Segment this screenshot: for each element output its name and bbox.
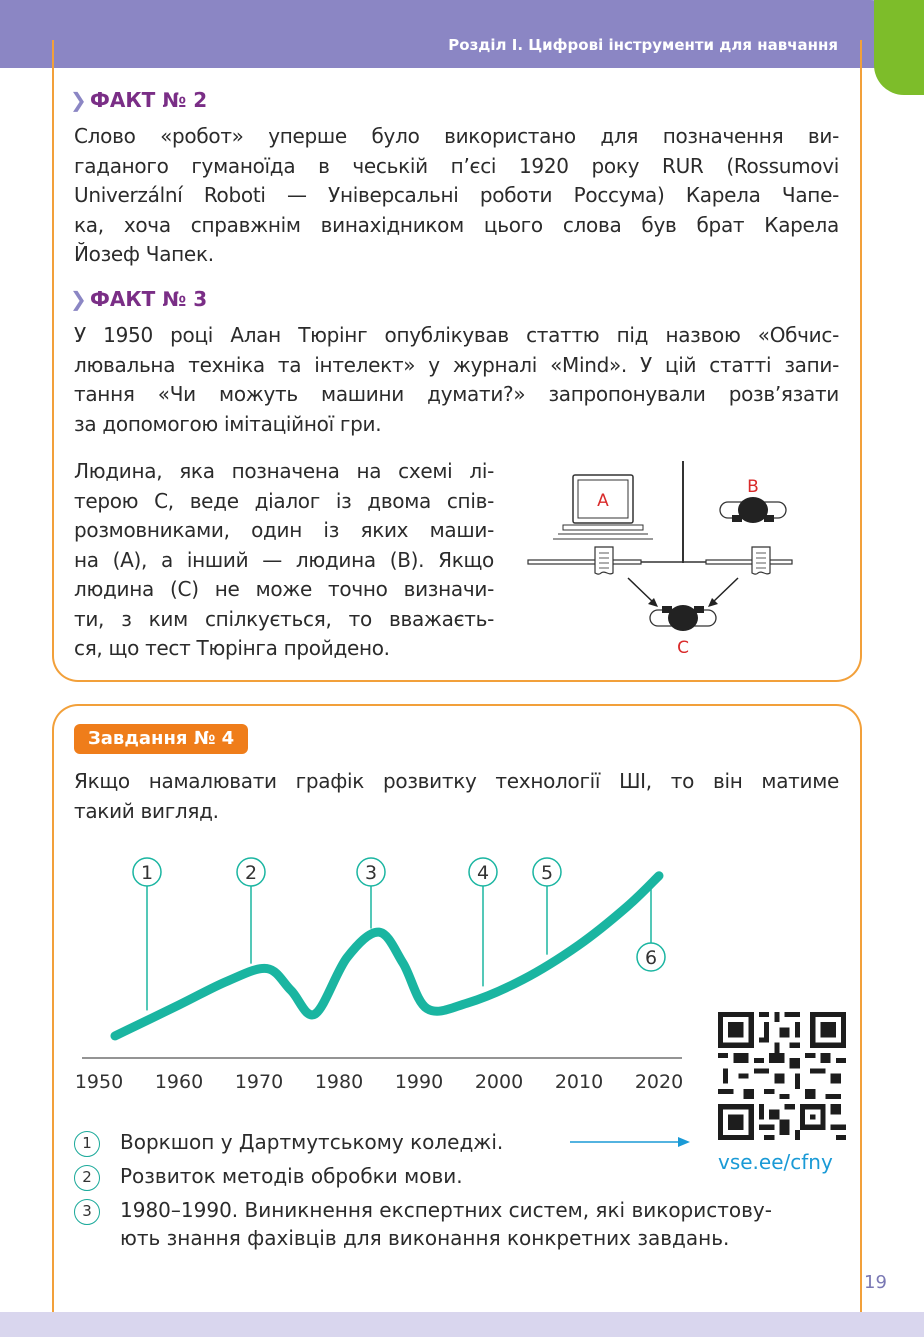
legend-number: 3 xyxy=(74,1199,100,1225)
fact2-line: Йозеф Чапек. xyxy=(74,242,214,266)
marker-label: 4 xyxy=(476,862,490,884)
fact3-line: У 1950 році Алан Тюрінг опублікував статтю під назвою «Обчис- xyxy=(74,323,839,347)
qr-link[interactable]: vse.ee/cfny xyxy=(718,1150,833,1174)
x-tick-label: 1990 xyxy=(394,1071,444,1093)
fact3-line: лювальна техніка та інтелект» у журналі «Mind». У цій статті запи- xyxy=(74,352,839,377)
task-badge: Завдання № 4 xyxy=(74,724,248,754)
person-b-icon xyxy=(720,497,786,523)
turing-line: ти, з ким спілкується, то вважаєть- xyxy=(74,606,494,631)
x-tick-label: 2010 xyxy=(554,1071,604,1093)
turing-line: терою С, веде діалог із двома спів- xyxy=(74,488,494,513)
marker-label: 6 xyxy=(644,947,658,969)
turing-line: Людина, яка позначена на схемі лі- xyxy=(74,459,494,483)
x-tick-label: 1960 xyxy=(154,1071,204,1093)
arrow-right-icon xyxy=(568,1132,698,1152)
x-tick-label: 1970 xyxy=(234,1071,284,1093)
turing-line: людина (С) не може точно визначи- xyxy=(74,577,494,601)
ai-timeline-chart xyxy=(70,845,700,1095)
task-intro-line: Якщо намалювати графік розвитку технології ШІ, то він матиме xyxy=(74,769,839,793)
paper-icon xyxy=(752,547,770,574)
x-tick-label: 1950 xyxy=(74,1071,124,1093)
person-c-icon xyxy=(650,605,716,631)
label-a: A xyxy=(597,491,609,511)
fact2-heading-text: ФАКТ № 2 xyxy=(90,88,208,112)
fact2-paragraph xyxy=(74,122,839,270)
footer-bar xyxy=(0,1312,924,1337)
legend-text xyxy=(120,1196,840,1252)
fact3-heading-text: ФАКТ № 3 xyxy=(90,287,208,311)
legend-number: 2 xyxy=(74,1165,100,1191)
page-number: 19 xyxy=(864,1272,887,1293)
arrow-icon xyxy=(708,578,738,607)
table-right xyxy=(706,560,792,564)
section-title: Розділ I. Цифрові інструменти для навчання xyxy=(448,36,838,54)
label-c: C xyxy=(677,638,689,658)
legend-text-line: ють знання фахівців для виконання конкретних завдань. xyxy=(120,1226,730,1250)
legend-text-line: 1980–1990. Виникнення експертних систем, які використову- xyxy=(120,1198,772,1222)
marker-label: 1 xyxy=(140,862,154,884)
fact3-paragraph xyxy=(74,321,839,439)
arrow-icon xyxy=(628,578,658,607)
x-tick-label: 2000 xyxy=(474,1071,524,1093)
legend-text: Розвиток методів обробки мови. xyxy=(120,1164,463,1188)
marker-label: 5 xyxy=(540,862,554,884)
fact2-line: гаданого гуманоїда в чеській п’єсі 1920 року RUR (Rossumovi xyxy=(74,153,839,178)
chevron-right-icon: ❯ xyxy=(70,88,87,112)
turing-line: ся, що тест Тюрінга пройдено. xyxy=(74,636,390,660)
x-tick-label: 2020 xyxy=(634,1071,684,1093)
label-b: B xyxy=(747,477,759,497)
turing-diagram xyxy=(520,455,810,665)
turing-line: на (А), а інший — людина (В). Якщо xyxy=(74,547,494,572)
fact3-line: тання «Чи можуть машини думати?» запропонували розв’язати xyxy=(74,382,839,406)
paper-icon xyxy=(595,547,613,574)
marker-label: 3 xyxy=(364,862,378,884)
fact2-heading xyxy=(70,88,207,112)
task-intro xyxy=(74,767,839,826)
fact2-line: ка, хоча справжнім винахідником цього слова був брат Карела xyxy=(74,212,839,237)
table-left xyxy=(528,560,641,564)
fact2-line: Univerzální Roboti — Універсальні роботи Россума) Карела Чапе- xyxy=(74,183,839,207)
fact3-line: за допомогою імітаційної гри. xyxy=(74,411,382,436)
legend-text: Воркшоп у Дартмутському коледжі. xyxy=(120,1130,504,1154)
task-intro-line: такий вигляд. xyxy=(74,798,219,823)
chapter-tab xyxy=(874,0,924,95)
series-line xyxy=(115,876,659,1036)
marker-label: 2 xyxy=(244,862,258,884)
qr-code-icon[interactable] xyxy=(718,1012,846,1140)
legend-number: 1 xyxy=(74,1131,100,1157)
x-tick-label: 1980 xyxy=(314,1071,364,1093)
turing-line: розмовниками, один із яких маши- xyxy=(74,518,494,542)
turing-paragraph xyxy=(74,457,494,664)
fact3-heading xyxy=(70,287,207,311)
chevron-right-icon: ❯ xyxy=(70,287,87,311)
fact2-line: Слово «робот» уперше було використано для позначення ви- xyxy=(74,124,839,148)
